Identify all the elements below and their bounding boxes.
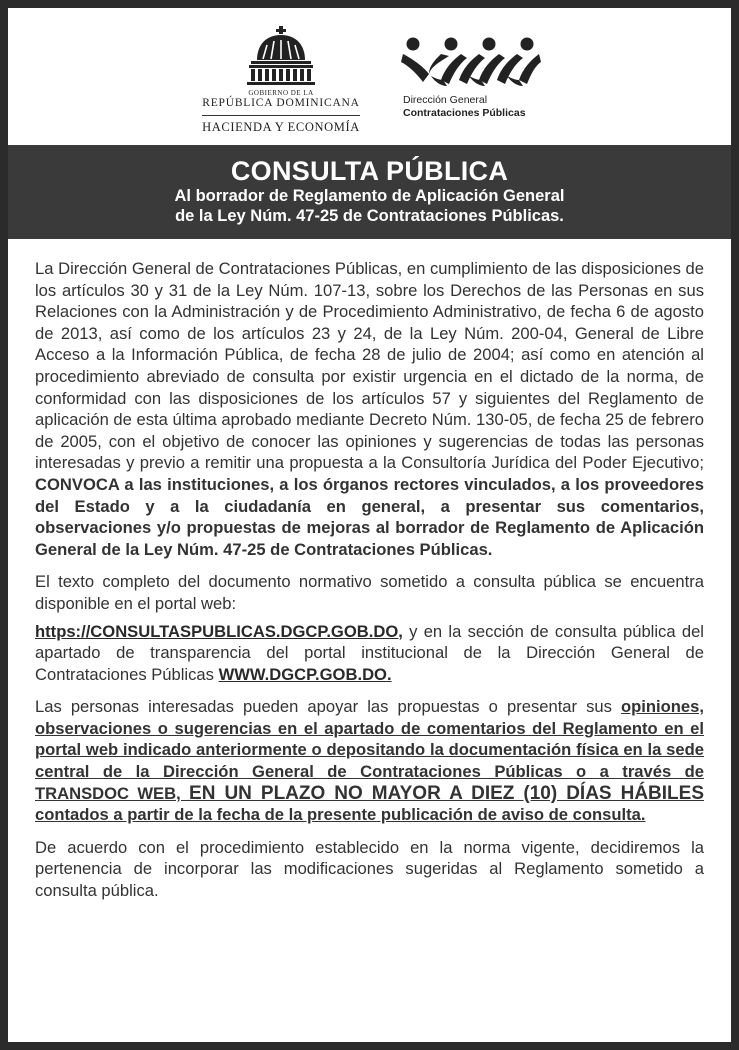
government-logo — [196, 26, 366, 144]
convocation-intro: La Dirección General de Contrataciones Públicas, en cumplimiento de las disposiciones de los artículos 30 y 31 de la Ley Núm. 107-13, sobre los Derechos de las Personas en sus Relaciones con la Administración y de Procedimiento Administrativo, de fecha 6 de agosto de 2013, así como de los artículos 23 y 24, de la Ley Núm. 200-04, General de Libre Acceso a la Información Pública, de fecha 28 de julio de 2004; así como en atención al procedimiento abreviado de consulta por existir urgencia en el dictado de la norma, de conformidad con las disposiciones de los artículos 57 y siguientes del Reglamento de aplicación de esta última aprobado mediante Decreto Núm. 130-05, de fecha 25 de febrero de 2005, con el objetivo de conocer las opiniones y sugerencias de todas las personas interesadas y previo a remitir una propuesta a la Consultoría Jurídica del Poder Ejecutivo; — [35, 259, 704, 473]
gov-divider — [202, 115, 360, 116]
convocation-bold: CONVOCA a las instituciones, a los órganos rectores vinculados, a los proveedores del Estado y a la ciudadanía en general, a presentar sus comentarios, observaciones y/o propuestas de mejoras al borrador de Reglamento de Aplicación General de la Ley Núm. 47-25 de Contrataciones Públicas. — [35, 474, 704, 559]
consultas-portal-link[interactable]: https://CONSULTASPUBLICAS.DGCP.GOB.DO, — [35, 621, 403, 641]
dgcp-people-mark-icon — [401, 36, 541, 88]
title-band — [8, 145, 731, 239]
dgcp-name-line2: Contrataciones Públicas — [403, 107, 526, 119]
subtitle-line-2: de la Ley Núm. 47-25 de Contrataciones Públicas. — [175, 207, 564, 225]
gov-small-text: GOBIERNO DE LA — [248, 89, 314, 97]
page-title: CONSULTA PÚBLICA — [230, 156, 509, 186]
paragraph-availability: El texto completo del documento normativo sometido a consulta pública se encuentra disponible en el portal web: — [35, 572, 704, 613]
gov-republic-text: REPÚBLICA DOMINICANA — [202, 97, 360, 109]
dgcp-website-link[interactable]: WWW.DGCP.GOB.DO. — [218, 664, 392, 684]
notice-page — [8, 8, 731, 1042]
notice-body — [35, 258, 704, 913]
subtitle-line-1: Al borrador de Reglamento de Aplicación General — [174, 187, 565, 205]
deadline-text: EN UN PLAZO NO MAYOR A DIEZ (10) DÍAS HÁBILES — [189, 782, 705, 804]
dgcp-name-line1: Dirección General — [403, 94, 488, 106]
logo-header — [8, 8, 731, 145]
deadline-end: contados a partir de la fecha de la presente publicación de aviso de consulta. — [35, 805, 646, 825]
submissions-bold: opiniones, observaciones o sugerencias en el apartado de comentarios del Reglamento en el portal web indicado anteriormente o depositando la documentación física en la sede central de la Dirección General de Contrataciones Públicas o a través de TRANSDOC WEB, — [35, 697, 704, 803]
gov-ministry-text: HACIENDA Y ECONOMÍA — [202, 120, 360, 134]
portal-description: y en la sección de consulta pública del apartado de transparencia del portal institucional de la Dirección General de Contrataciones Públicas — [35, 621, 704, 684]
paragraph-convocation — [35, 258, 704, 560]
submissions-intro: Las personas interesadas pueden apoyar las propuestas o presentar sus — [35, 697, 622, 717]
paragraph-portal — [35, 621, 704, 686]
palace-dome-icon — [245, 26, 317, 88]
paragraph-closing: De acuerdo con el procedimiento establecido en la norma vigente, decidiremos la pertenencia de incorporar las modificaciones sugeridas al Reglamento sometido a consulta pública. — [35, 837, 704, 901]
dgcp-logo — [401, 36, 561, 136]
paragraph-submissions — [35, 696, 704, 826]
